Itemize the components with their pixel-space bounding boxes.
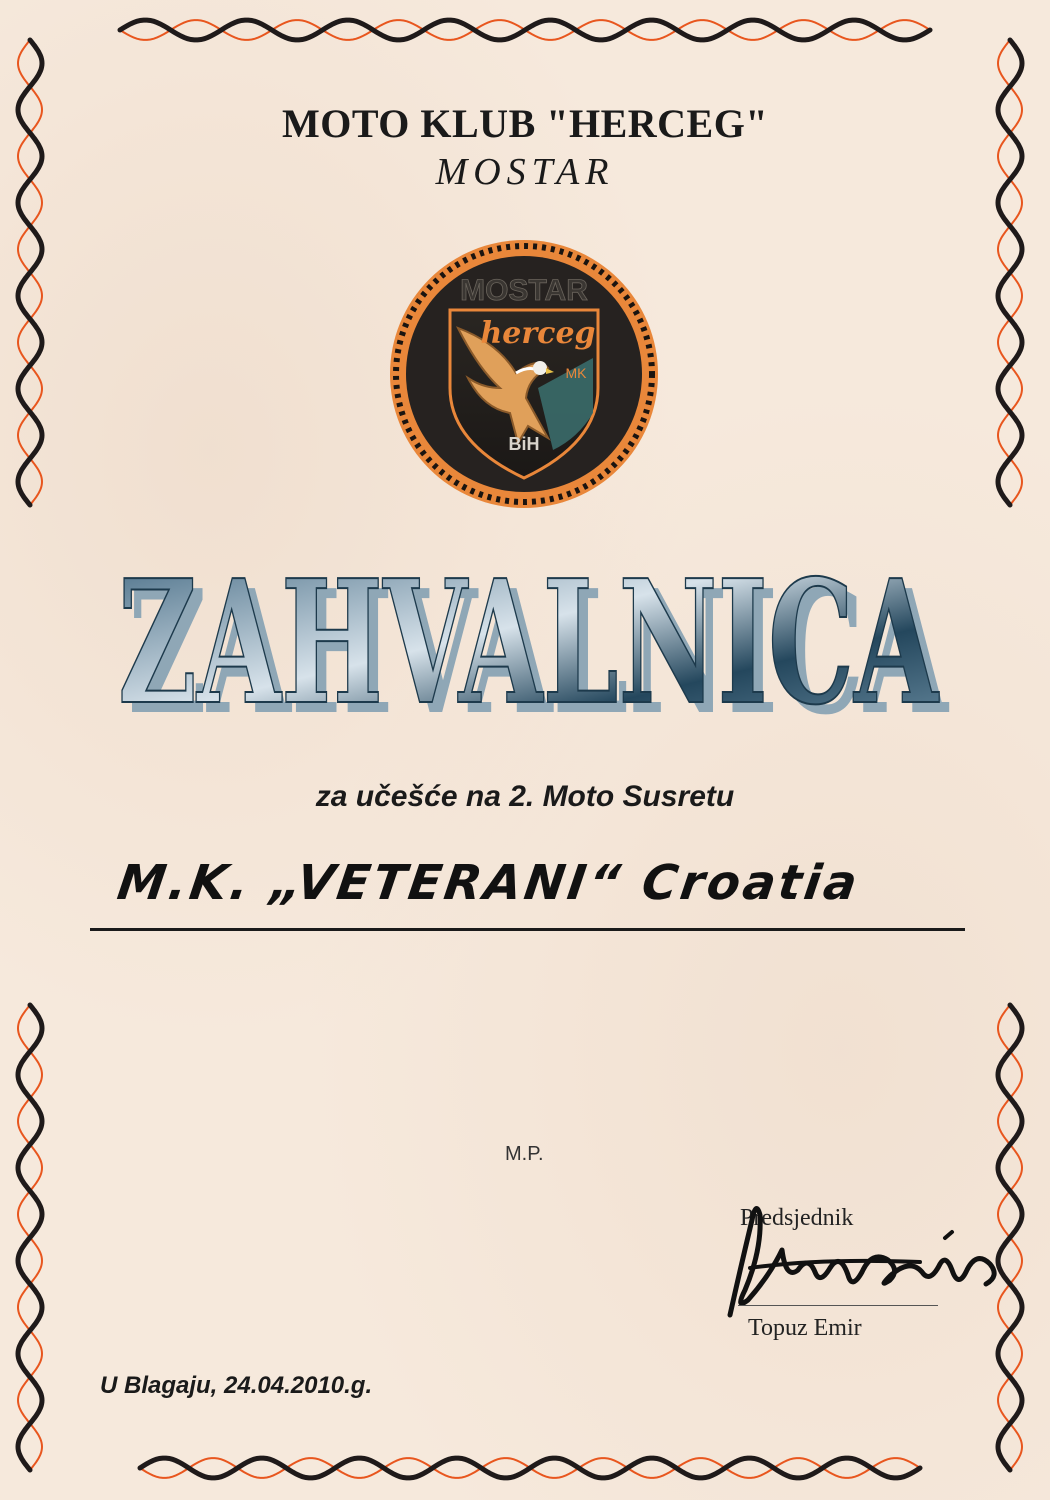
recipient-underline bbox=[90, 928, 965, 931]
main-title bbox=[100, 540, 960, 730]
signature-line bbox=[738, 1305, 938, 1306]
seal-mark: M.P. bbox=[505, 1143, 544, 1165]
club-name: MOTO KLUB "HERCEG" bbox=[281, 101, 769, 146]
border-left-lower bbox=[18, 1005, 42, 1470]
main-title-shadow: ZAHVALNICA bbox=[128, 553, 950, 730]
logo-side-text: MK bbox=[565, 365, 587, 381]
president-signature bbox=[690, 1180, 1020, 1330]
club-city: MOSTAR bbox=[435, 151, 615, 193]
club-logo bbox=[388, 238, 660, 510]
border-bottom bbox=[140, 1458, 920, 1478]
logo-bottom-text: BiH bbox=[508, 434, 540, 454]
president-name: Topuz Emir bbox=[748, 1315, 862, 1341]
main-title-text: ZAHVALNICA bbox=[118, 543, 940, 730]
logo-top-text: MOSTAR bbox=[460, 274, 588, 307]
place-date: U Blagaju, 24.04.2010.g. bbox=[100, 1372, 373, 1399]
logo-brand-text: herceg bbox=[480, 316, 596, 351]
subtitle: za učešće na 2. Moto Susretu bbox=[315, 780, 735, 813]
president-title: Predsjednik bbox=[740, 1205, 854, 1231]
border-top bbox=[120, 20, 930, 40]
recipient-name: M.K. „VETERANI“ Croatia bbox=[114, 855, 864, 911]
